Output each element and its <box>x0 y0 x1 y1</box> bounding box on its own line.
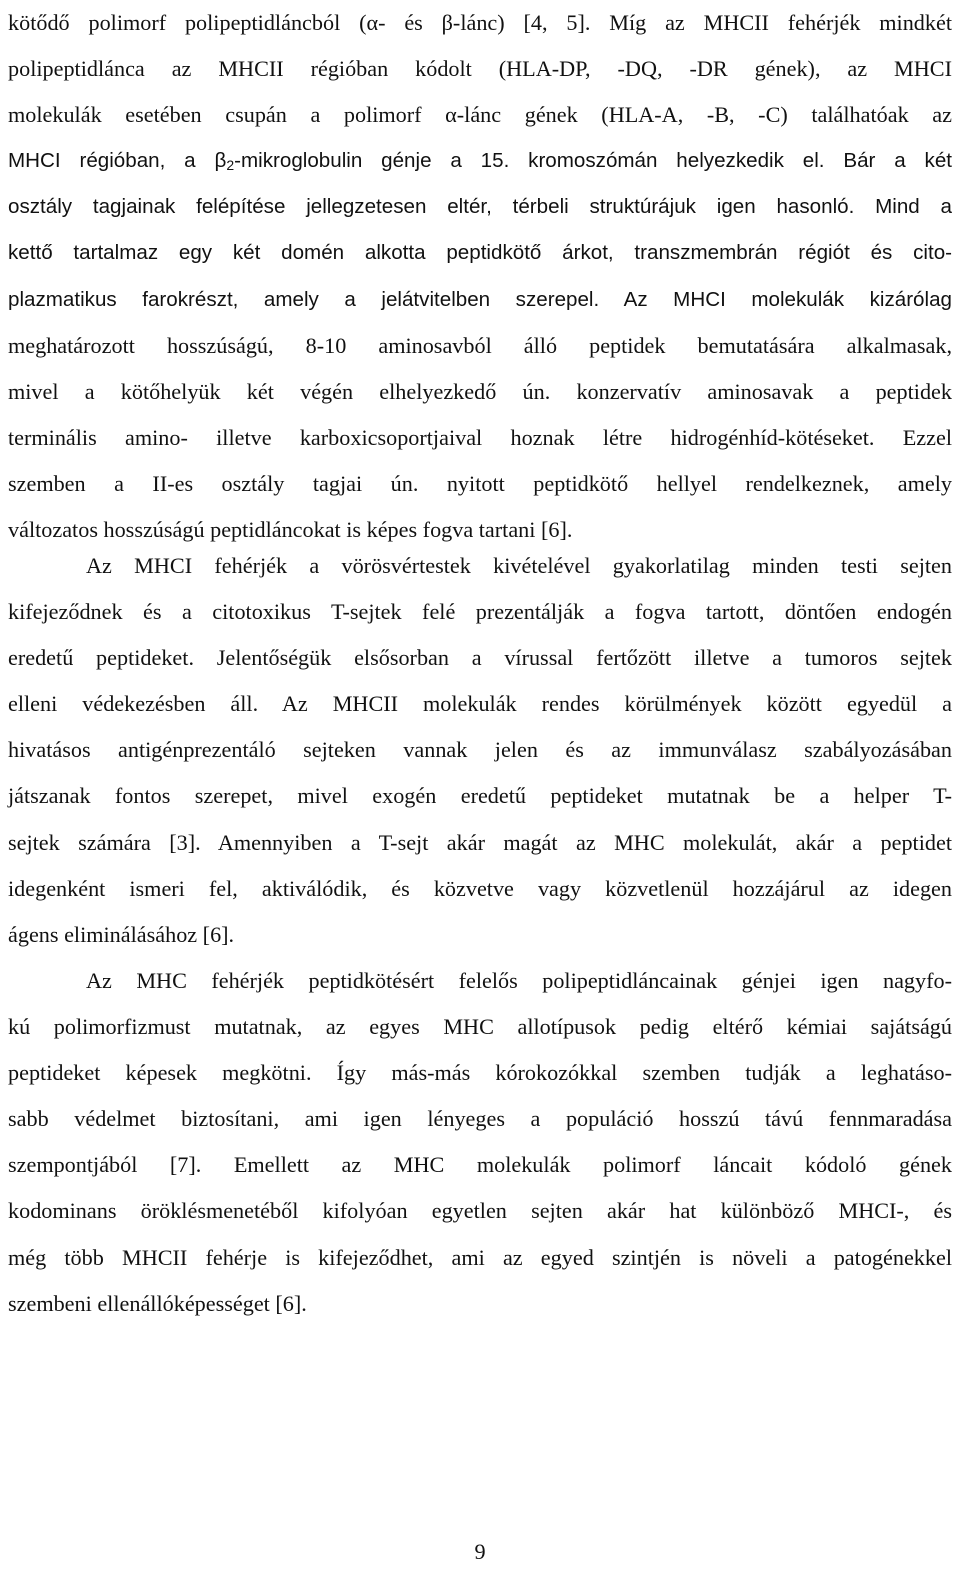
text-line: kodominans öröklésmenetéből kifolyóan egyetlen sejten akár hat különböző MHCI-, és <box>8 1198 952 1224</box>
subscript: 2 <box>226 157 235 174</box>
text-line: idegenként ismeri fel, aktiválódik, és közvetve vagy közvetlenül hozzájárul az idegen <box>8 875 952 901</box>
page-number: 9 <box>474 1539 486 1564</box>
text-line: mivel a kötőhelyük két végén elhelyezkedő ún. konzervatív aminosavak a peptidek <box>8 378 952 404</box>
text-line: kú polimorfizmust mutatnak, az egyes MHC allotípusok pedig eltérő kémiai sajátságú <box>8 1014 952 1040</box>
text-line: sabb védelmet biztosítani, ami igen lényeges a populáció hosszú távú fennmaradása <box>8 1106 952 1132</box>
text-line: sejtek számára [3]. Amennyiben a T-sejt akár magát az MHC molekulát, akár a peptidet <box>8 829 952 855</box>
text-line: Az MHC fehérjék peptidkötésért felelős polipeptidláncainak génjei igen nagyfo- <box>86 968 952 993</box>
text-line: játszanak fontos szerepet, mivel exogén eredetű peptideket mutatnak be a helper T- <box>8 783 952 809</box>
text-line: elleni védekezésben áll. Az MHCII molekulák rendes körülmények között egyedül a <box>8 691 952 717</box>
text-line: polipeptidlánca az MHCII régióban kódolt (HLA-DP, -DQ, -DR gének), az MHCI <box>8 56 952 82</box>
text-line: meghatározott hosszúságú, 8-10 aminosavból álló peptidek bemutatására alkalmasak, <box>8 332 952 358</box>
text-line <box>8 138 952 184</box>
text-line: eredetű peptideket. Jelentőségük elsősorban a vírussal fertőzött illetve a tumoros sejtek <box>8 645 952 671</box>
text-line: terminális amino- illetve karboxicsoportjaival hoznak létre hidrogénhíd-kötéseket. Ezzel <box>8 424 952 450</box>
text-line: molekulák esetében csupán a polimorf α-lánc gének (HLA-A, -B, -C) találhatóak az <box>8 102 952 128</box>
text-line: plazmatikus farokrészt, amely a jelátvitelben szerepel. Az MHCI molekulák kizárólag <box>8 287 952 311</box>
paragraph-2 <box>8 543 952 958</box>
text-line: kifejeződnek és a citotoxikus T-sejtek felé prezentálják a fogva tartott, döntően endogén <box>8 599 952 625</box>
text-line: hivatásos antigénprezentáló sejteken vannak jelen és az immunválasz szabályozásában <box>8 737 952 763</box>
text-line: szempontjából [7]. Emellett az MHC molekulák polimorf láncait kódoló gének <box>8 1152 952 1178</box>
text-segment: -mikroglobulin génje a 15. kromoszómán helyezkedik el. Bár a két <box>234 149 952 173</box>
text-segment: MHCI régióban, a β <box>8 149 227 173</box>
text-line: kötődő polimorf polipeptidláncból (α- és β-lánc) [4, 5]. Míg az MHCII fehérjék mindkét <box>8 10 952 35</box>
text-line: osztály tagjainak felépítése jellegzetesen eltér, térbeli struktúrájuk igen hasonló. Mind a <box>8 195 952 219</box>
text-line: változatos hosszúságú peptidláncokat is képes fogva tartani [6]. <box>8 517 573 543</box>
text-line: ágens eliminálásához [6]. <box>8 921 235 947</box>
text-line: kettő tartalmaz egy két domén alkotta peptidkötő árkot, transzmembrán régiót és cito- <box>8 241 952 265</box>
text-line: még több MHCII fehérje is kifejeződhet, ami az egyed szintjén is növeli a patogénekkel <box>8 1244 952 1270</box>
paragraph-1 <box>8 0 952 553</box>
text-line: szemben a II-es osztály tagjai ún. nyitott peptidkötő hellyel rendelkeznek, amely <box>8 470 952 496</box>
text-line: Az MHCI fehérjék a vörösvértestek kivételével gyakorlatilag minden testi sejten <box>86 553 952 578</box>
text-line: peptideket képesek megkötni. Így más-más kórokozókkal szemben tudják a leghatáso- <box>8 1060 952 1086</box>
text-line: szembeni ellenállóképességet [6]. <box>8 1290 307 1316</box>
paragraph-3 <box>8 958 952 1327</box>
